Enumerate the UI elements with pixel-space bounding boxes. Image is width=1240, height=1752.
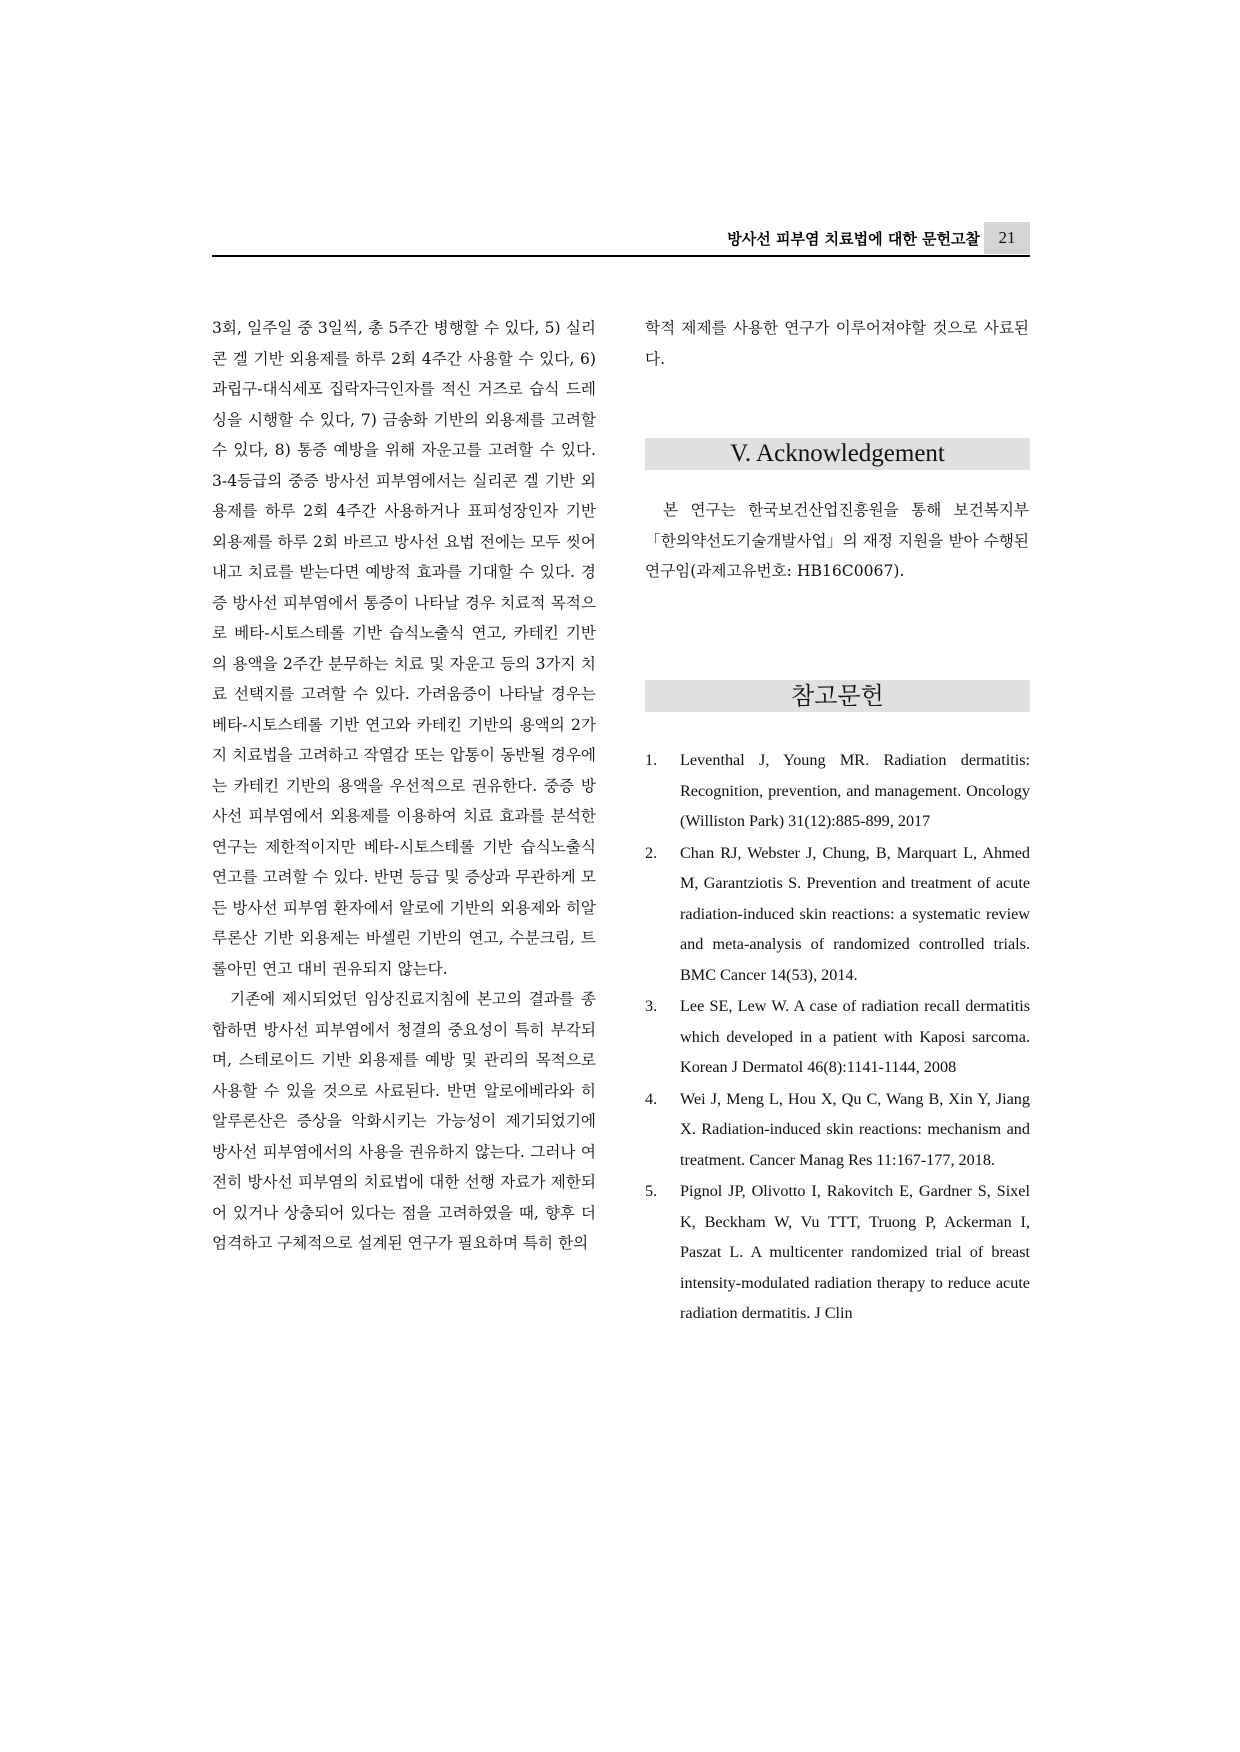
acknowledgement-section (645, 495, 1029, 587)
reference-number: 3. (645, 997, 658, 1015)
reference-text: Wei J, Meng L, Hou X, Qu C, Wang B, Xin Y, Jiang X. Radiation-induced skin reactions: mechanism and treatment. Cancer Manag Res 11:167-177, 2018. (680, 1089, 1030, 1169)
left-column (212, 313, 596, 1259)
acknowledgement-text: 본 연구는 한국보건산업진흥원을 통해 보건복지부 「한의약선도기술개발사업」의 재정 지원을 받아 수행된 연구임(과제고유번호: HB16C0067). (645, 501, 1029, 580)
reference-item (645, 991, 1030, 1083)
acknowledgement-heading: V. Acknowledgement (645, 438, 1030, 470)
references-heading: 참고문헌 (645, 680, 1030, 712)
reference-number: 4. (645, 1089, 658, 1108)
reference-item (645, 1084, 1030, 1176)
reference-text: Leventhal J, Young MR. Radiation dermatitis: Recognition, prevention, and management. Oncology (Williston Park) 31(12):885-899, 2017 (680, 751, 1030, 830)
reference-number: 1. (645, 751, 658, 769)
body-paragraph: 3회, 일주일 중 3일씩, 총 5주간 병행할 수 있다, 5) 실리콘 겔 기반 외용제를 하루 2회 4주간 사용할 수 있다, 6) 과립구-대식세포 집락자극인자를 적신 거즈로 습식 드레싱을 시행할 수 있다, 7) 금송화 기반의 외용제를 고려할 수 있다, 8) 통증 예방을 위해 자운고를 고려할 수 있다. 3-4등급의 중증 방사선 피부염에서는 실리콘 겔 기반 외용제를 하루 2회 4주간 사용하거나 표피성장인자 기반 외용제를 하루 2회 바르고 방사선 요법 전에는 모두 씻어내고 치료를 받는다면 예방적 효과를 기대할 수 있다. 경증 방사선 피부염에서 통증이 나타날 경우 치료적 목적으로 베타-시토스테롤 기반 습식노출식 연고, 카테킨 기반의 용액을 2주간 분무하는 치료 및 자운고 등의 3가지 치료 선택지를 고려할 수 있다. 가려움증이 나타날 경우는 베타-시토스테롤 기반 연고와 카테킨 기반의 용액의 2가지 치료법을 고려하고 작열감 또는 압통이 동반될 경우에는 카테킨 기반의 용액을 우선적으로 권유한다. 중증 방사선 피부염에서 외용제를 이용하여 치료 효과를 분석한 연구는 제한적이지만 베타-시토스테롤 기반 습식노출식 연고를 고려할 수 있다. 반면 등급 및 증상과 무관하게 모든 방사선 피부염 환자에서 알로에 기반의 외용제와 히알루론산 기반 외용제는 바셀린 기반의 연고, 수분크림, 트롤아민 연고 대비 권유되지 않는다. (212, 319, 596, 978)
reference-number: 5. (645, 1182, 658, 1200)
reference-item (645, 838, 1030, 991)
reference-text: Pignol JP, Olivotto I, Rakovitch E, Gardner S, Sixel K, Beckham W, Vu TTT, Truong P, Ackerman I, Paszat L. A multicenter randomized trial of breast intensity-modulated radiation therapy to reduce acute radiation dermatitis. J Clin (680, 1182, 1030, 1322)
reference-list (645, 745, 1030, 1330)
body-paragraph: 기존에 제시되었던 임상진료지침에 본고의 결과를 종합하면 방사선 피부염에서 청결의 중요성이 특히 부각되며, 스테로이드 기반 외용제를 예방 및 관리의 목적으로 사용할 수 있을 것으로 사료된다. 반면 알로에베라와 히알루론산은 증상을 악화시키는 가능성이 제기되었기에 방사선 피부염에서의 사용을 권유하지 않는다. 그러나 여전히 방사선 피부염의 치료법에 대한 선행 자료가 제한되어 있거나 상충되어 있다는 점을 고려하였을 때, 향후 더 엄격하고 구체적으로 설계된 연구가 필요하며 특히 한의 (212, 990, 596, 1252)
reference-item (645, 1176, 1030, 1329)
running-header-title: 방사선 피부염 치료법에 대한 문헌고찰 (727, 230, 980, 248)
reference-text: Chan RJ, Webster J, Chung, B, Marquart L, Ahmed M, Garantziotis S. Prevention and treatment of acute radiation-induced skin reactions: a systematic review and meta-analysis of randomized controlled trials. BMC Cancer 14(53), 2014. (680, 843, 1030, 984)
page-number: 21 (984, 222, 1030, 254)
reference-text: Lee SE, Lew W. A case of radiation recall dermatitis which developed in a patient with Kaposi sarcoma. Korean J Dermatol 46(8):1141-1144, 2008 (680, 997, 1030, 1076)
reference-number: 2. (645, 843, 658, 862)
body-paragraph: 학적 제제를 사용한 연구가 이루어져야할 것으로 사료된다. (645, 319, 1029, 368)
right-column-continuation (645, 313, 1029, 374)
header-rule (212, 255, 1030, 257)
reference-item (645, 745, 1030, 837)
